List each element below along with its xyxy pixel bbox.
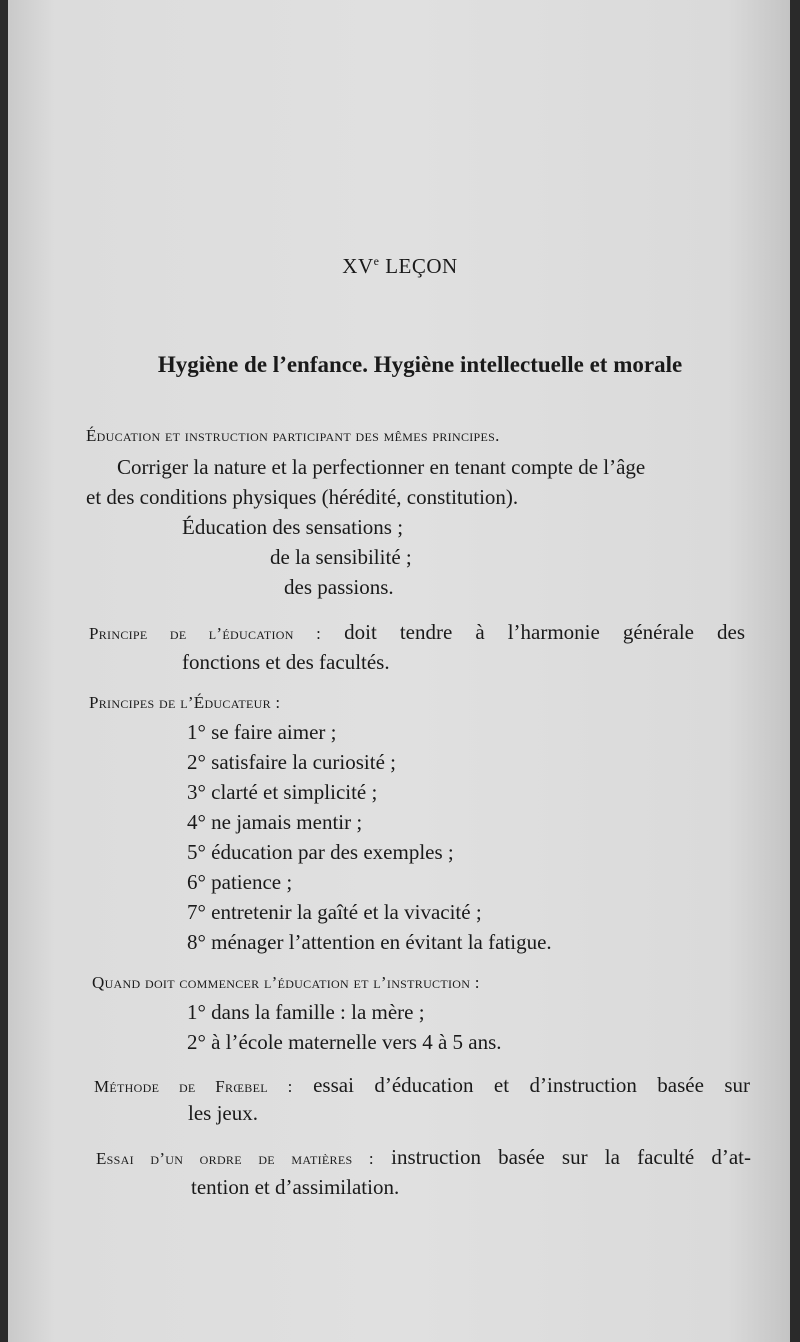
paragraph-line: fonctions et des facultés.	[182, 650, 390, 674]
list-item: 1° se faire aimer ;	[187, 720, 337, 744]
list-item: 5° éducation par des exemples ;	[187, 840, 454, 864]
list-item: 4° ne jamais mentir ;	[187, 810, 363, 834]
lesson-ordinal: e	[373, 254, 380, 268]
list-item: 6° patience ;	[187, 870, 293, 894]
paragraph-line: Éducation des sensations ;	[182, 515, 404, 539]
section-header-education: Éducation et instruction participant des mêmes principes.	[86, 426, 500, 445]
method-line	[94, 1073, 750, 1098]
method-text: essai d’éducation et d’instruction basée sur	[313, 1073, 751, 1097]
list-item: 7° entretenir la gaîté et la vivacité ;	[187, 900, 482, 924]
paragraph-line: et des conditions physiques (hérédité, constitution).	[86, 485, 519, 509]
section-header-principes-educateur: Principes de l’Éducateur :	[89, 693, 281, 712]
page-title: Hygiène de l’enfance. Hygiène intellectuelle et morale	[157, 352, 683, 377]
paragraph-line: des passions.	[284, 575, 394, 599]
list-item: 8° ménager l’attention en évitant la fatigue.	[187, 930, 552, 954]
principle-text: doit tendre à l’harmonie générale des	[344, 620, 745, 644]
lesson-number: XV	[342, 254, 374, 278]
essai-text: instruction basée sur la faculté d’at-	[391, 1145, 752, 1169]
list-item: 2° à l’école maternelle vers 4 à 5 ans.	[187, 1030, 502, 1054]
section-header-essai: Essai d’un ordre de matières :	[96, 1149, 374, 1168]
book-page	[8, 0, 790, 1342]
list-item: 2° satisfaire la curiosité ;	[187, 750, 396, 774]
paragraph-line: les jeux.	[188, 1101, 258, 1125]
lesson-heading	[0, 254, 800, 279]
paragraph-line: tention et d’assimilation.	[191, 1175, 400, 1199]
principle-line	[89, 620, 745, 645]
essai-line	[96, 1145, 751, 1170]
lesson-word: LEÇON	[385, 254, 458, 278]
section-header-methode: Méthode de Frœbel :	[94, 1077, 293, 1096]
list-item: 3° clarté et simplicité ;	[187, 780, 378, 804]
paragraph-line: Corriger la nature et la perfectionner en tenant compte de l’âge	[117, 455, 646, 479]
section-header-principe: Principe de l’éducation :	[89, 624, 322, 643]
section-header-quand: Quand doit commencer l’éducation et l’instruction :	[92, 973, 480, 992]
paragraph-line: de la sensibilité ;	[270, 545, 412, 569]
list-item: 1° dans la famille : la mère ;	[187, 1000, 425, 1024]
